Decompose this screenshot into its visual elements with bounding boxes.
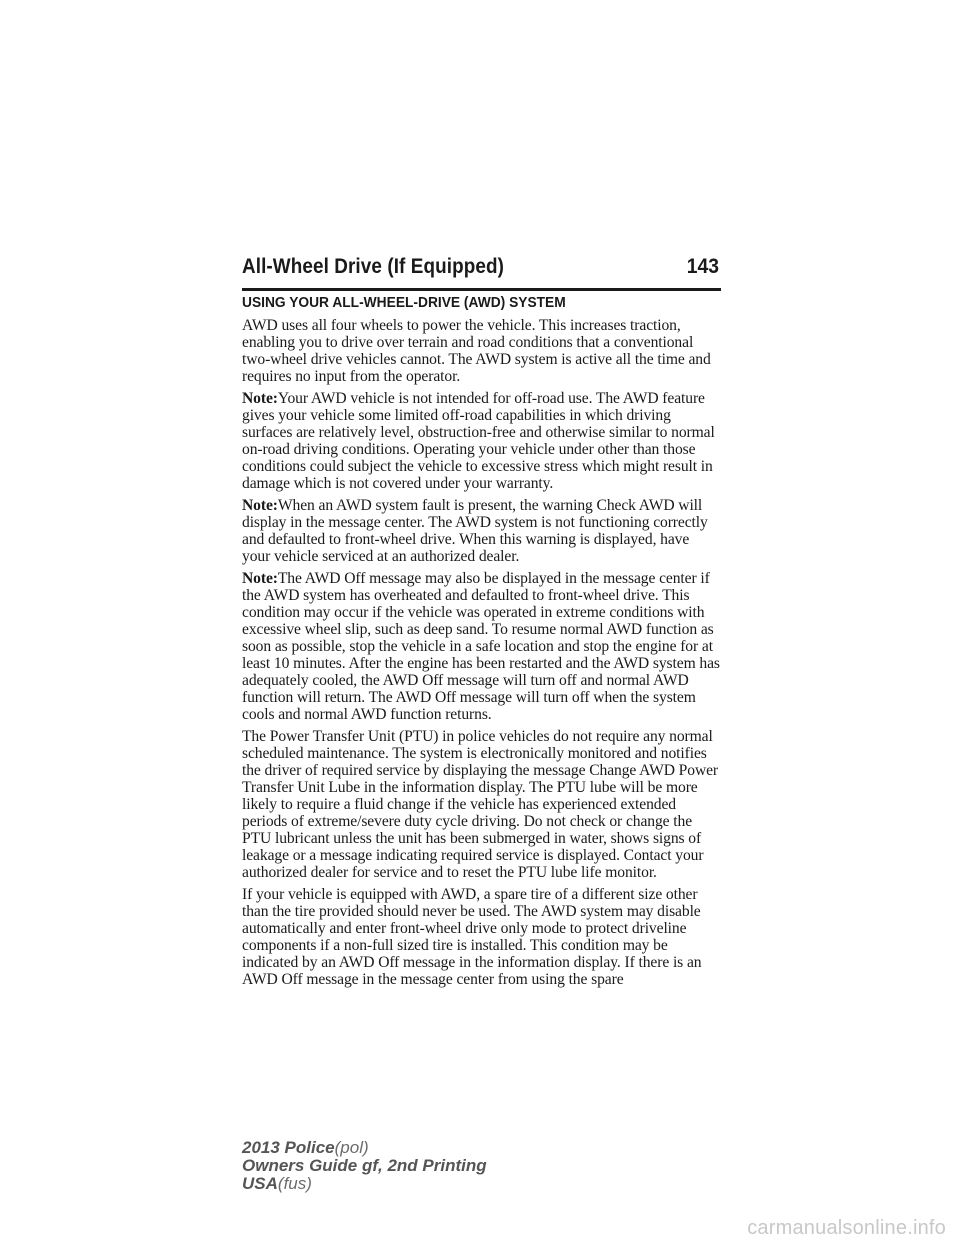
paragraph-note-fault (242, 497, 721, 565)
footer-market: USA (242, 1174, 278, 1193)
paragraph-text: If your vehicle is equipped with AWD, a spare tire of a different size other than the tire provided should never be used. The AWD system may disable automatically and enter front-wheel drive only mode to protect driveline components if a non-full sized tire is installed. This condition may be indicated by an AWD Off message in the information display. If there is an AWD Off message in the message center from using the spare (242, 886, 702, 988)
paragraph-text: When an AWD system fault is present, the warning Check AWD will display in the message center. The AWD system is not functioning correctly and defaulted to front-wheel drive. When this warning is displayed, have your vehicle serviced at an authorized dealer. (242, 497, 708, 565)
paragraph-text: The Power Transfer Unit (PTU) in police vehicles do not require any normal scheduled maintenance. The system is electronically monitored and notifies the driver of required service by displaying the message Change AWD Power Transfer Unit Lube in the information display. The PTU lube will be more likely to require a fluid change if the vehicle has experienced extended periods of extreme/severe duty cycle driving. Do not check or change the PTU lubricant unless the unit has been submerged in water, shows signs of leakage or a message indicating required service is displayed. Contact your authorized dealer for service and to reset the PTU lube life monitor. (242, 728, 719, 881)
paragraph-spare-tire (242, 886, 721, 988)
paragraph-text: Your AWD vehicle is not intended for off-road use. The AWD feature gives your vehicle some limited off-road capabilities in which driving surfaces are relatively level, obstruction-free and otherwise similar to normal on-road driving conditions. Operating your vehicle under other than those conditions could subject the vehicle to excessive stress which might result in damage which is not covered under your warranty. (242, 390, 715, 492)
footer-model: 2013 Police (242, 1138, 335, 1157)
note-label: Note: (242, 497, 278, 514)
footer-line-model (242, 1139, 487, 1157)
chapter-title: All-Wheel Drive (If Equipped) (242, 255, 504, 278)
page-footer (242, 1139, 487, 1193)
page-number: 143 (686, 255, 719, 278)
footer-line-guide: Owners Guide gf, 2nd Printing (242, 1156, 487, 1175)
page-content (242, 293, 721, 993)
paragraph-text: AWD uses all four wheels to power the vehicle. This increases traction, enabling you to drive over terrain and road conditions that a conventional two-wheel drive vehicles cannot. The AWD system is active all the time and requires no input from the operator. (242, 317, 711, 385)
page-header (242, 250, 721, 291)
footer-model-code: (pol) (334, 1138, 369, 1157)
note-label: Note: (242, 570, 278, 587)
footer-market-code: (fus) (277, 1174, 312, 1193)
paragraph-awd-intro (242, 317, 721, 385)
paragraph-note-overheat (242, 570, 721, 723)
footer-line-market (242, 1175, 487, 1193)
note-label: Note: (242, 390, 278, 407)
paragraph-ptu-maintenance (242, 728, 721, 881)
paragraph-note-offroad (242, 390, 721, 492)
section-heading: USING YOUR ALL-WHEEL-DRIVE (AWD) SYSTEM (242, 295, 566, 311)
paragraph-text: The AWD Off message may also be displayed in the message center if the AWD system has overheated and defaulted to front-wheel drive. This condition may occur if the vehicle was operated in extreme conditions with excessive wheel slip, such as deep sand. To resume normal AWD function as soon as possible, stop the vehicle in a safe location and stop the engine for at least 10 minutes. After the engine has been restarted and the AWD system has adequately cooled, the AWD Off message will turn off and normal AWD function will return. The AWD Off message will turn off when the system cools and normal AWD function returns. (242, 570, 720, 723)
watermark: carmanualsonline.info (747, 1217, 946, 1239)
